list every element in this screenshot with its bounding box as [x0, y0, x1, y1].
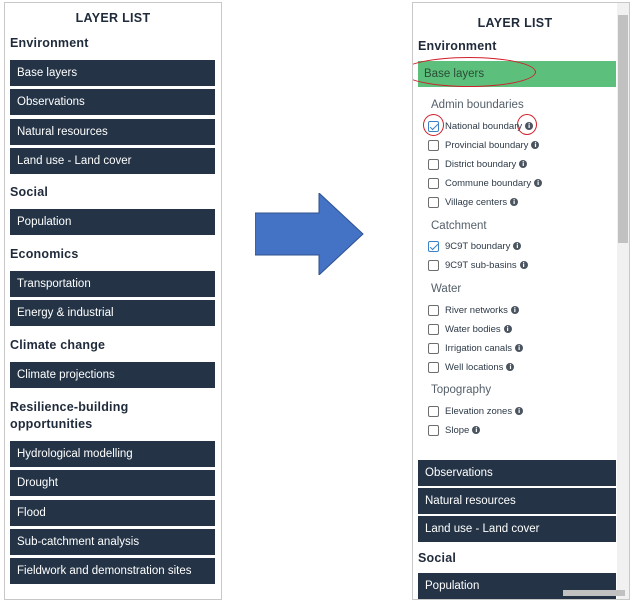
layer-list-title: LAYER LIST	[477, 16, 553, 30]
layer-list-title: LAYER LIST	[75, 11, 151, 25]
group-label-catchment: Catchment	[431, 220, 487, 232]
group-label-topography: Topography	[431, 384, 492, 396]
layer-option-elevation-zones[interactable]	[428, 403, 523, 419]
layer-button-sub-catchment[interactable]: Sub-catchment analysis	[10, 529, 215, 555]
horizontal-scrollbar-thumb[interactable]	[563, 590, 625, 596]
option-label: Well locations	[445, 361, 504, 373]
section-economics: Economics	[10, 247, 79, 261]
option-label: District boundary	[445, 158, 517, 170]
layer-button-land-use[interactable]: Land use - Land cover	[418, 516, 616, 542]
option-label: 9C9T boundary	[445, 240, 511, 252]
section-environment: Environment	[10, 36, 89, 50]
option-label: Water bodies	[445, 323, 501, 335]
section-resilience-line2: opportunities	[10, 417, 93, 431]
layer-button-observations[interactable]: Observations	[418, 460, 616, 486]
group-label-admin-boundaries: Admin boundaries	[431, 99, 524, 111]
layer-button-land-use[interactable]: Land use - Land cover	[10, 148, 215, 174]
layer-button-natural-resources[interactable]: Natural resources	[418, 488, 616, 514]
info-icon[interactable]: i	[531, 141, 539, 149]
info-icon[interactable]: i	[472, 426, 480, 434]
info-icon[interactable]: i	[506, 363, 514, 371]
checkbox[interactable]	[428, 178, 439, 189]
layer-button-fieldwork[interactable]: Fieldwork and demonstration sites	[10, 558, 215, 584]
info-icon[interactable]: i	[513, 242, 521, 250]
option-label: Commune boundary	[445, 177, 532, 189]
option-label: River networks	[445, 304, 508, 316]
layer-option-9c9t-boundary[interactable]	[428, 238, 521, 254]
option-label: Irrigation canals	[445, 342, 513, 354]
checkbox[interactable]	[428, 140, 439, 151]
highlight-circle-checkbox	[423, 114, 444, 136]
layer-button-drought[interactable]: Drought	[10, 470, 215, 496]
checkbox-checked[interactable]	[428, 241, 439, 252]
highlight-circle-info	[517, 114, 537, 135]
checkbox[interactable]	[428, 305, 439, 316]
info-icon[interactable]: i	[510, 198, 518, 206]
layer-option-irrigation-canals[interactable]	[428, 340, 523, 356]
layer-button-hydrological-modelling[interactable]: Hydrological modelling	[10, 441, 215, 467]
info-icon[interactable]: i	[525, 122, 533, 130]
option-label: Elevation zones	[445, 405, 513, 417]
info-icon[interactable]: i	[511, 306, 519, 314]
info-icon[interactable]: i	[504, 325, 512, 333]
layer-button-transportation[interactable]: Transportation	[10, 271, 215, 297]
checkbox[interactable]	[428, 324, 439, 335]
layer-option-slope[interactable]	[428, 422, 480, 438]
layer-button-base-layers-active[interactable]: Base layers	[418, 61, 616, 87]
checkbox[interactable]	[428, 260, 439, 271]
layer-option-river-networks[interactable]	[428, 302, 519, 318]
layer-option-water-bodies[interactable]	[428, 321, 512, 337]
option-label: 9C9T sub-basins	[445, 259, 517, 271]
info-icon[interactable]: i	[534, 179, 542, 187]
right-arrow-icon	[255, 193, 365, 275]
layer-button-natural-resources[interactable]: Natural resources	[10, 119, 215, 145]
checkbox[interactable]	[428, 406, 439, 417]
option-label: Provincial boundary	[445, 139, 529, 151]
layer-option-commune-boundary[interactable]	[428, 175, 542, 191]
layer-button-climate-projections[interactable]: Climate projections	[10, 362, 215, 388]
info-icon[interactable]: i	[519, 160, 527, 168]
info-icon[interactable]: i	[515, 407, 523, 415]
right-layer-list-panel	[412, 2, 630, 600]
option-label: Village centers	[445, 196, 508, 208]
section-social: Social	[10, 185, 49, 199]
section-resilience-line1: Resilience-building	[10, 400, 129, 414]
info-icon[interactable]: i	[515, 344, 523, 352]
layer-button-flood[interactable]: Flood	[10, 500, 215, 526]
checkbox[interactable]	[428, 343, 439, 354]
section-climate-change: Climate change	[10, 338, 106, 352]
section-environment: Environment	[418, 39, 497, 53]
layer-option-9c9t-sub-basins[interactable]	[428, 257, 528, 273]
checkbox[interactable]	[428, 197, 439, 208]
checkbox[interactable]	[428, 159, 439, 170]
layer-button-observations[interactable]: Observations	[10, 89, 215, 115]
layer-button-base-layers[interactable]: Base layers	[10, 60, 215, 86]
layer-option-village-centers[interactable]	[428, 194, 518, 210]
group-label-water: Water	[431, 283, 462, 295]
layer-button-population[interactable]: Population	[10, 209, 215, 235]
layer-button-population[interactable]: Population	[418, 573, 616, 599]
vertical-scrollbar-thumb[interactable]	[618, 15, 628, 243]
checkbox[interactable]	[428, 362, 439, 373]
left-layer-list-panel	[4, 2, 222, 600]
layer-option-well-locations[interactable]	[428, 359, 514, 375]
vertical-scrollbar[interactable]	[617, 3, 629, 599]
layer-button-energy-industrial[interactable]: Energy & industrial	[10, 300, 215, 326]
option-label: National boundary	[445, 120, 523, 132]
section-social: Social	[418, 551, 457, 565]
layer-option-provincial-boundary[interactable]	[428, 137, 539, 153]
checkbox[interactable]	[428, 425, 439, 436]
info-icon[interactable]: i	[520, 261, 528, 269]
option-label: Slope	[445, 424, 470, 436]
layer-option-district-boundary[interactable]	[428, 156, 527, 172]
